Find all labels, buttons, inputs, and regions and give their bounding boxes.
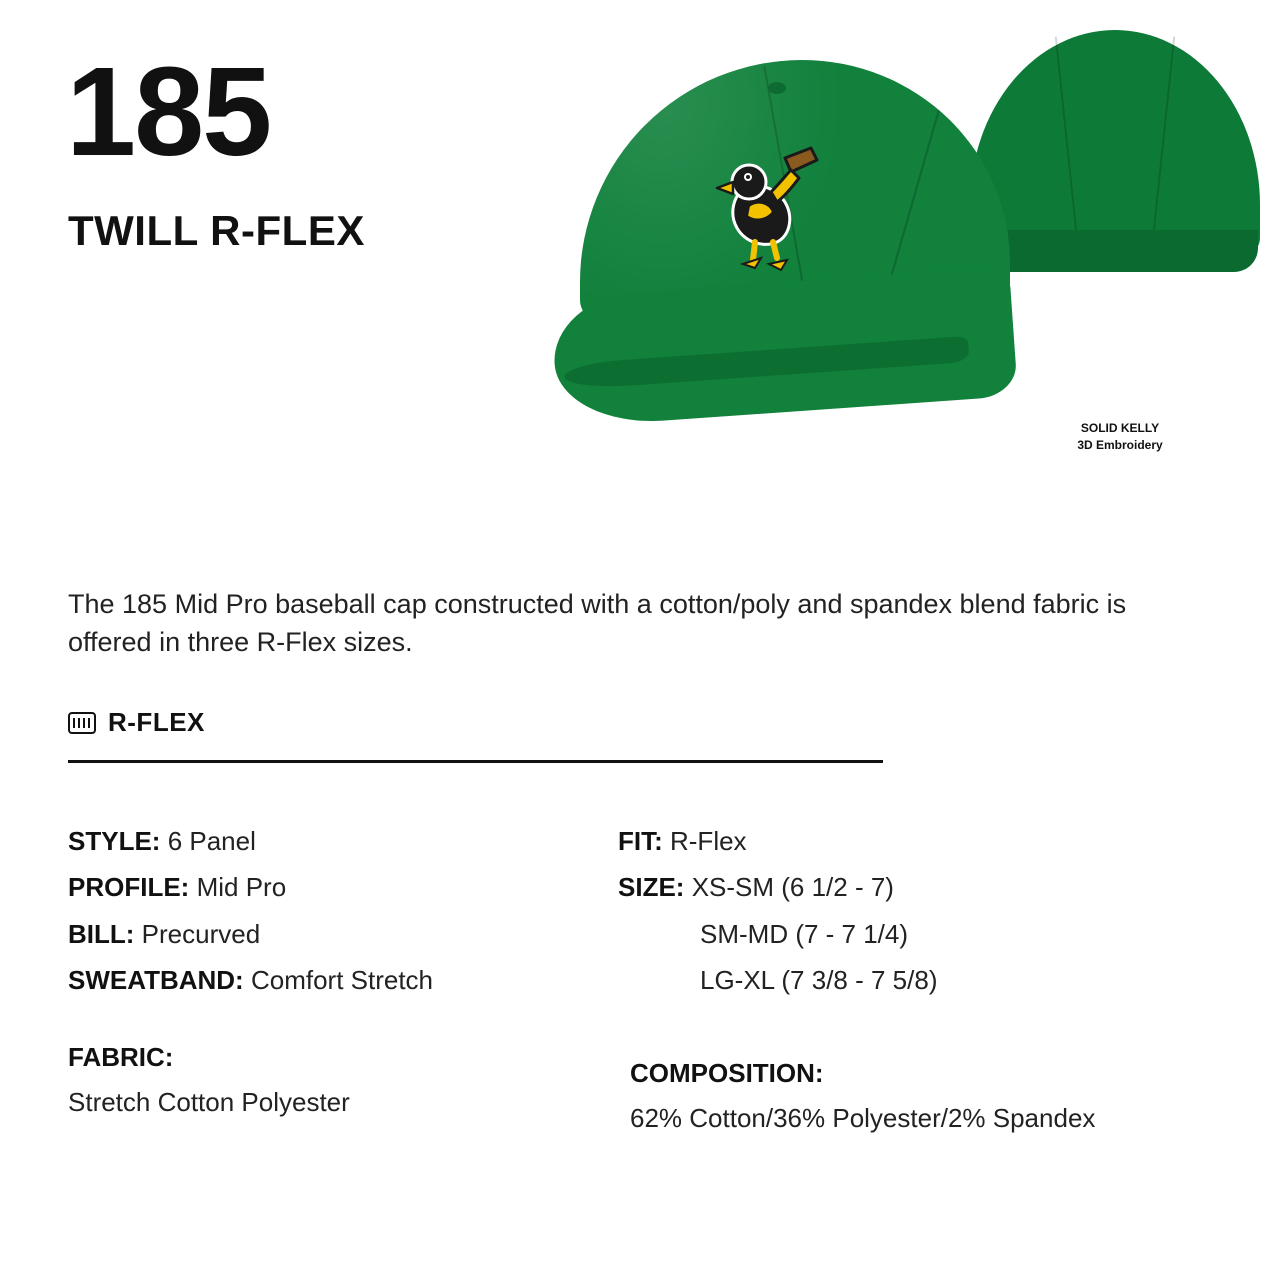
spec-bill-value: Precurved [141,918,261,949]
cap-front-view [510,60,1030,400]
spec-style-value: 6 Panel [167,826,256,856]
cap-back-seam [1055,36,1079,250]
composition-value: 62% Cotton/36% Polyester/2% Spandex [630,1103,1096,1133]
composition-title: COMPOSITION: [630,1058,824,1088]
spec-size-value-2: SM-MD (7 - 7 1/4) [700,918,909,949]
spec-style [68,818,588,864]
product-name: TWILL R-FLEX [68,207,365,254]
spec-sweatband-label: SWEATBAND: [68,964,244,995]
duck-mascot-embroidery-logo [715,144,823,272]
flex-band-icon [68,712,96,734]
spec-sweatband [68,957,588,1003]
swatch-color-name: SOLID KELLY [1080,421,1160,435]
cap-back-seam [1151,36,1175,250]
rflex-badge [68,707,205,738]
spec-fit [618,818,1218,864]
spec-profile-label: PROFILE: [68,872,190,903]
spec-fit-label: FIT: [618,826,663,856]
fabric-block [68,1042,588,1118]
product-image-group [470,20,1260,440]
product-number: 185 [66,41,271,182]
spec-style-label: STYLE: [68,826,161,856]
spec-size [618,864,1218,910]
spec-bill-label: BILL: [68,918,135,949]
rflex-badge-label: R-FLEX [108,707,205,737]
product-description: The 185 Mid Pro baseball cap constructed with a cotton/poly and spandex blend fabric is offered in three R-Flex sizes. [68,589,1127,658]
spec-size-value-3: LG-XL (7 3/8 - 7 5/8) [700,964,938,995]
color-swatch-caption [1020,420,1220,455]
swatch-decoration: 3D Embroidery [1077,438,1163,453]
spec-sweatband-value: Comfort Stretch [250,964,434,995]
spec-bill [68,911,588,957]
fabric-title: FABRIC: [68,1042,174,1072]
spec-fit-value: R-Flex [670,826,747,856]
section-divider [68,760,883,763]
composition-block [630,1058,1250,1134]
spec-column-left [68,818,588,1003]
cap-top-button [768,82,786,94]
spec-column-right [618,818,1218,1003]
spec-size-label: SIZE: [618,872,685,903]
spec-size-value-1: XS-SM (6 1/2 - 7) [691,872,894,903]
fabric-value: Stretch Cotton Polyester [68,1087,350,1117]
spec-profile [68,864,588,910]
spec-profile-value: Mid Pro [196,872,287,903]
